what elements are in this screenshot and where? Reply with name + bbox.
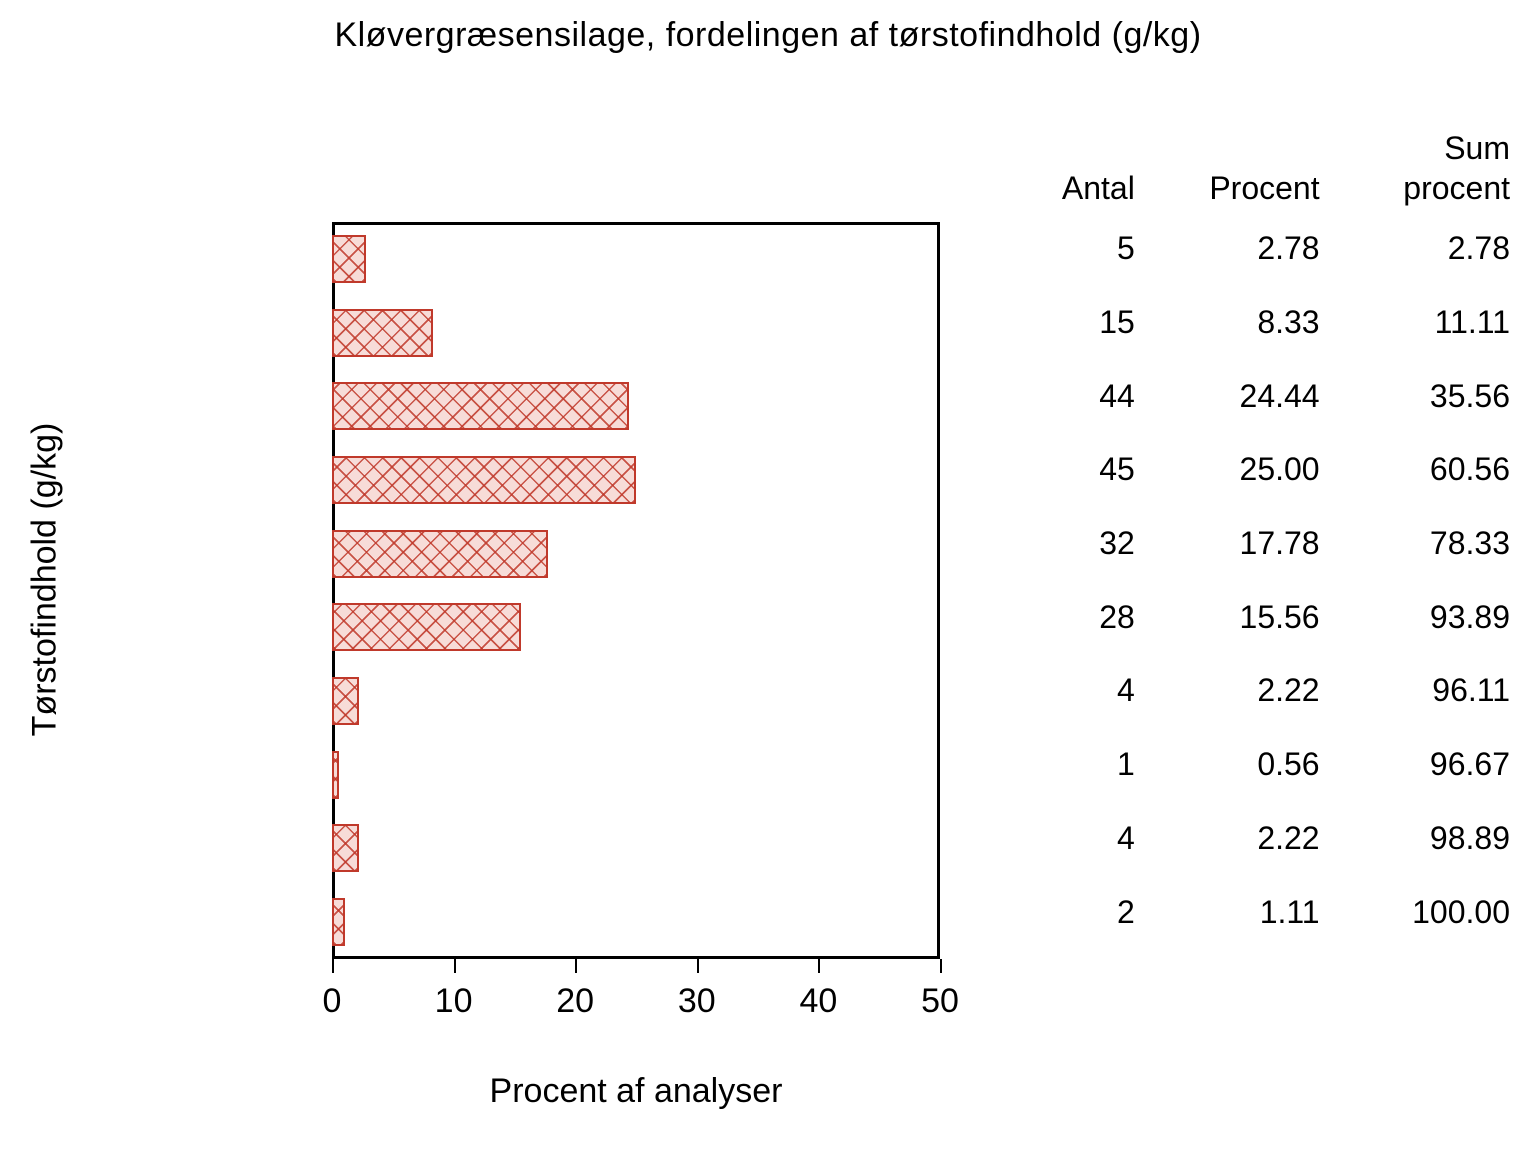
column-header-antal: Antal — [1061, 170, 1135, 206]
table-row — [960, 286, 1520, 360]
x-axis-tick-label: 10 — [434, 982, 473, 1020]
x-axis-tick-label: 30 — [677, 982, 716, 1020]
bar-row — [332, 664, 940, 738]
cell-antal: 5 — [1117, 230, 1135, 267]
cell-antal: 1 — [1117, 746, 1135, 783]
column-header-sum-line1: Sum — [1444, 130, 1510, 166]
x-axis-tick — [697, 959, 699, 973]
cell-procent: 15.56 — [1239, 598, 1320, 635]
cell-procent: 0.56 — [1257, 746, 1320, 783]
cell-antal: 45 — [1099, 451, 1135, 488]
cell-procent: 8.33 — [1257, 304, 1320, 341]
cell-sum-procent: 11.11 — [1434, 304, 1510, 341]
cell-procent: 2.22 — [1257, 819, 1320, 856]
x-axis-title: Procent af analyser — [489, 1072, 783, 1110]
bar-row — [332, 296, 940, 370]
cell-sum-procent: 35.56 — [1429, 377, 1510, 414]
cell-procent: 2.78 — [1257, 230, 1320, 267]
bar-row — [332, 885, 940, 959]
table-row — [960, 212, 1520, 286]
bar — [332, 898, 345, 946]
x-axis-tick — [454, 959, 456, 973]
cell-antal: 44 — [1099, 377, 1135, 414]
cell-antal: 15 — [1099, 304, 1135, 341]
x-axis-tick-label: 40 — [799, 982, 838, 1020]
bar-row — [332, 591, 940, 665]
data-table — [960, 128, 1520, 949]
table-row — [960, 580, 1520, 654]
cell-procent: 25.00 — [1239, 451, 1320, 488]
bar — [332, 456, 636, 504]
cell-antal: 4 — [1117, 672, 1135, 709]
cell-procent: 24.44 — [1239, 377, 1320, 414]
column-header-procent: Procent — [1209, 170, 1320, 206]
bar-row — [332, 222, 940, 296]
table-row — [960, 507, 1520, 581]
bar-row — [332, 443, 940, 517]
x-axis-tick — [575, 959, 577, 973]
table-row — [960, 654, 1520, 728]
table-header-row — [960, 128, 1520, 212]
bar — [332, 382, 629, 430]
cell-procent: 17.78 — [1239, 525, 1320, 562]
x-axis-tick-label: 0 — [322, 982, 342, 1020]
x-axis-tick — [332, 959, 334, 973]
cell-sum-procent: 78.33 — [1429, 525, 1510, 562]
bar-row — [332, 812, 940, 886]
cell-antal: 2 — [1117, 893, 1135, 930]
cell-antal: 32 — [1099, 525, 1135, 562]
cell-sum-procent: 93.89 — [1429, 598, 1510, 635]
table-row — [960, 875, 1520, 949]
bar — [332, 309, 433, 357]
bar — [332, 677, 359, 725]
x-axis-tick — [940, 959, 942, 973]
cell-sum-procent: 2.78 — [1447, 230, 1510, 267]
table-row — [960, 433, 1520, 507]
table-row — [960, 802, 1520, 876]
bar-row — [332, 517, 940, 591]
x-axis-tick — [818, 959, 820, 973]
x-axis-tick-label: 50 — [921, 982, 959, 1020]
cell-sum-procent: 100.00 — [1412, 893, 1510, 930]
x-axis-tick-label: 20 — [556, 982, 595, 1020]
cell-sum-procent: 98.89 — [1429, 819, 1510, 856]
bar — [332, 603, 521, 651]
page-title: Kløvergræsensilage, fordelingen af tørstofindhold (g/kg) — [334, 16, 1202, 54]
bar-row — [332, 369, 940, 443]
cell-antal: 4 — [1117, 819, 1135, 856]
bar — [332, 751, 339, 799]
bar — [332, 824, 359, 872]
cell-sum-procent: 60.56 — [1429, 451, 1510, 488]
column-header-sum-procent — [1330, 128, 1520, 212]
cell-procent: 2.22 — [1257, 672, 1320, 709]
bar — [332, 235, 366, 283]
table-row — [960, 728, 1520, 802]
cell-sum-procent: 96.67 — [1429, 746, 1510, 783]
cell-procent: 1.11 — [1259, 893, 1320, 930]
table-row — [960, 359, 1520, 433]
y-axis-title: Tørstofindhold (g/kg) — [25, 422, 64, 737]
bar — [332, 530, 548, 578]
cell-sum-procent: 96.11 — [1432, 672, 1510, 709]
cell-antal: 28 — [1099, 598, 1135, 635]
bar-row — [332, 738, 940, 812]
column-header-sum-line2: procent — [1403, 170, 1510, 206]
